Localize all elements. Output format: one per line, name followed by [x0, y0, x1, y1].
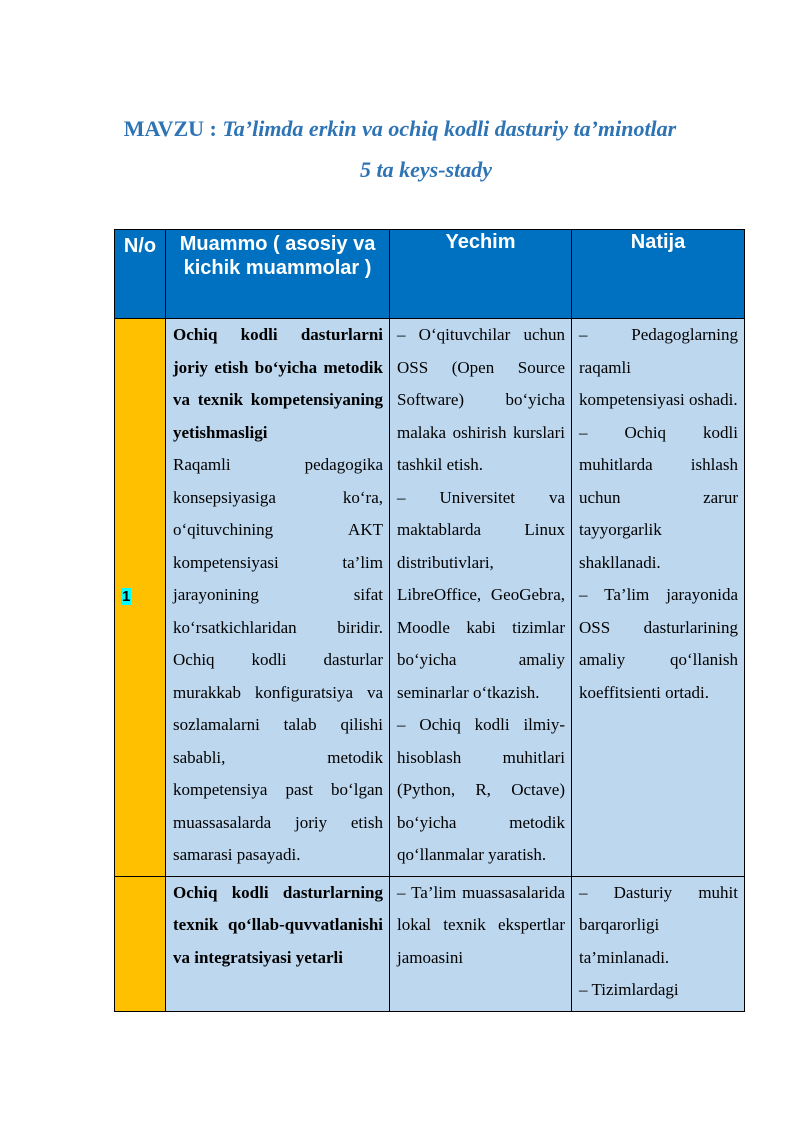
problem-cell	[166, 876, 390, 1011]
problem-title: Ochiq kodli dasturlarni joriy etish bo‘yicha metodik va texnik kompetensiyaning yetishmasligi	[173, 325, 383, 442]
result-item: – Ochiq kodli muhitlarda ishlash uchun zarur tayyorgarlik shakllanadi.	[579, 422, 738, 572]
header-problem: Muammo ( asosiy va kichik muammolar )	[166, 230, 390, 319]
title-prefix: MAVZU :	[123, 116, 223, 141]
problem-cell	[166, 319, 390, 877]
result-item: – Tizimlardagi	[579, 980, 679, 999]
table-row	[115, 319, 745, 877]
solution-item: – Universitet va maktablarda Linux distributivlari, LibreOffice, GeoGebra, Moodle kabi tizimlar bo‘yicha amaliy seminarlar o‘tkazish.	[397, 487, 565, 702]
document-subtitle: 5 ta keys-stady	[360, 157, 492, 182]
result-item: – Dasturiy muhit barqarorligi ta’minlanadi.	[579, 882, 738, 967]
document-title	[0, 113, 800, 145]
case-study-table	[114, 229, 745, 1012]
title-topic: Ta’limda erkin va ochiq kodli dasturiy ta’minotlar	[222, 116, 677, 141]
table-header-row	[115, 230, 745, 319]
header-solution: Yechim	[390, 230, 572, 319]
header-result: Natija	[572, 230, 745, 319]
result-cell	[572, 876, 745, 1011]
row-number-cell	[115, 876, 166, 1011]
solution-item: – Ochiq kodli ilmiy-hisoblash muhitlari (Python, R, Octave) bo‘yicha metodik qo‘llanmalar yaratish.	[397, 715, 565, 864]
row-number-cell	[115, 319, 166, 877]
problem-text: Raqamli pedagogika konsepsiyasiga ko‘ra, o‘qituvchining AKT kompetensiyasi ta’lim jarayonining sifat ko‘rsatkichlaridan biridir. Ochiq kodli dasturlar murakkab konfiguratsiya va sozlamalarni talab qilishi sababli, metodik kompetensiya past bo‘lgan muassasalarda joriy etish samarasi pasayadi.	[173, 455, 383, 864]
solution-item: – Ta’lim muassasalarida lokal texnik ekspertlar jamoasini	[397, 882, 565, 967]
table-row	[115, 876, 745, 1011]
row-number: 1	[122, 588, 131, 606]
solution-cell	[390, 876, 572, 1011]
problem-title: Ochiq kodli dasturlarning texnik qo‘llab-quvvatlanishi va integratsiyasi yetarli	[173, 882, 383, 967]
result-item: – Ta’lim jarayonida OSS dasturlarining amaliy qo‘llanish koeffitsienti ortadi.	[579, 585, 738, 702]
solution-item: – O‘qituvchilar uchun OSS (Open Source Software) bo‘yicha malaka oshirish kurslari tashkil etish.	[397, 325, 565, 474]
header-number: N/o	[115, 230, 166, 319]
result-item: – Pedagoglarning raqamli kompetensiyasi oshadi.	[579, 325, 738, 409]
solution-cell	[390, 319, 572, 877]
result-cell	[572, 319, 745, 877]
